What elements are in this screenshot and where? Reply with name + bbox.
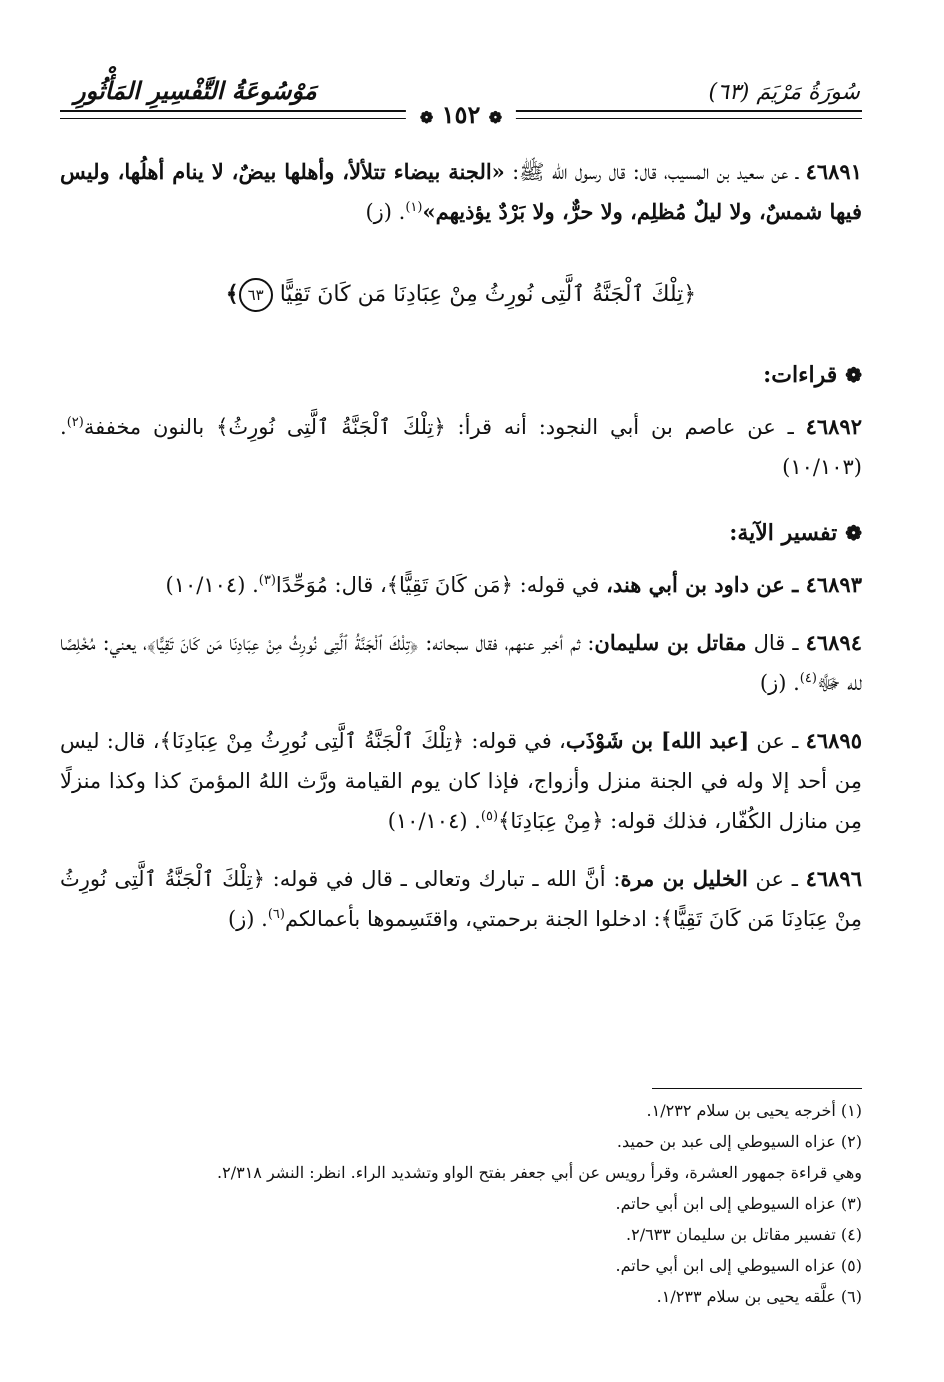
entry-text: في قوله: <box>512 573 607 597</box>
entry-text: : ثم أخبر عنهم، فقال سبحانه: <box>418 631 595 655</box>
quran-quote: ﴿تِلْكَ ٱلْجَنَّةُ ٱلَّتِى نُورِثُ مِنْ عِبَادِنَا﴾ <box>159 729 465 753</box>
entry-number: ٤٦٨٩٦ <box>805 866 862 891</box>
footnote-ref[interactable]: (٥) <box>480 809 499 824</box>
verse-block <box>60 274 862 315</box>
page-header <box>60 74 862 129</box>
entry-text: ، قال: ليس مِن أحد إلا وله في الجنة منزل وأزواج، فإذا كان يوم القيامة ورَّث اللهُ المؤمنَ كذا وكذا منزلًا مِن منازل الكُفّار، فذلك قوله: <box>60 729 862 833</box>
entry-source: . (١٠/١٠٤) <box>165 573 259 597</box>
entry-text: ـ عن <box>749 729 806 753</box>
entry-46891 <box>60 152 862 232</box>
entry-text: : أنَّ الله ـ تبارك وتعالى ـ قال في قوله: <box>264 867 621 891</box>
entry-text: ، في قوله: <box>464 729 566 753</box>
footnote-4: (٤) تفسير مقاتل بن سليمان ٢/٦٣٣. <box>626 1225 862 1244</box>
quran-quote: ﴿مَن كَانَ تَقِيًّا﴾ <box>386 573 513 597</box>
entry-text: ـ عن سعيد بن المسيب، قال: قال رسول الله ﷺ: <box>504 160 806 184</box>
quran-quote: ﴿تِلْكَ ٱلْجَنَّةُ ٱلَّتِى نُورِثُ مِنْ عِبَادِنَا مَن كَانَ تَقِيًّا﴾ <box>146 631 419 655</box>
quran-quote: ﴿تِلْكَ ٱلْجَنَّةُ ٱلَّتِى نُورِثُ﴾ <box>216 415 446 439</box>
flower-icon: ❁ <box>845 363 862 387</box>
ornament-icon: ❁ <box>488 108 503 127</box>
ayah-number-icon: ٦٣ <box>239 278 273 312</box>
surah-title: سُورَةُ مَرْيَمَ <box>756 80 860 105</box>
entry-source: . (١٠/١٠٣) <box>60 415 862 479</box>
entry-source: . (١٠/١٠٤) <box>387 809 481 833</box>
footnote-ref[interactable]: (٣) <box>258 573 276 588</box>
entry-text: ـ عن <box>747 867 806 891</box>
entry-46892 <box>60 407 862 487</box>
verse-text: ﴿تِلْكَ ٱلْجَنَّةُ ٱلَّتِى نُورِثُ مِنْ عِبَادِنَا مَن كَانَ تَقِيًّا <box>279 282 697 307</box>
entry-number: ٤٦٨٩٤ <box>805 630 862 655</box>
entry-46894 <box>60 623 862 703</box>
entry-46895 <box>60 721 862 841</box>
running-head-surah <box>709 80 860 105</box>
footnote-5: (٥) عزاه السيوطي إلى ابن أبي حاتم. <box>615 1256 862 1275</box>
page-number-box <box>406 100 516 129</box>
entry-46896 <box>60 859 862 939</box>
entry-text: ، قال: مُوَحِّدًا <box>275 573 387 597</box>
hadith-text: «الجنة بيضاء تتلألأ، وأهلها بيضٌ، لا ينام أهلُها، وليس فيها شمسٌ، ولا ليلٌ مُظلِم، ولا حرٌّ، ولا بَرْدٌ يؤذيهم» <box>60 159 862 224</box>
surah-verse: (٦٣) <box>708 80 750 105</box>
footnote-2-continuation: وهي قراءة جمهور العشرة، وقرأ رويس عن أبي جعفر بفتح الواو وتشديد الراء. انظر: النشر ٢/٣١٨. <box>217 1163 862 1182</box>
entry-source: . (ز) <box>227 907 268 931</box>
verse-close-bracket: ﴾ <box>225 281 239 307</box>
narrator-name: مقاتل بن سليمان <box>594 630 747 655</box>
book-page <box>60 74 862 1342</box>
footnote-ref[interactable]: (٦) <box>267 907 285 922</box>
section-heading-qiraat <box>60 355 862 395</box>
footnote-2: (٢) عزاه السيوطي إلى عبد بن حميد. <box>616 1132 862 1151</box>
section-title: قراءات: <box>763 362 838 388</box>
page-content <box>60 152 862 957</box>
entry-text: ـ عن عاصم بن أبي النجود: أنه قرأ: <box>445 415 806 439</box>
entry-source: . (ز) <box>759 671 800 695</box>
footnote-ref[interactable]: (١) <box>405 200 423 215</box>
ornament-icon: ❁ <box>419 108 434 127</box>
entry-text: : ادخلوا الجنة برحمتي، واقتَسِموها بأعمالكم <box>284 907 661 931</box>
narrator-name: [عبد الله] بن شَوْذَب <box>565 728 750 753</box>
page-number: ١٥٢ <box>441 100 481 129</box>
footnote-divider <box>652 1088 862 1089</box>
footnote-ref[interactable]: (٢) <box>66 415 84 430</box>
entry-number: ٤٦٨٩٣ <box>805 572 862 597</box>
entry-number: ٤٦٨٩٢ <box>805 414 862 439</box>
footnote-ref[interactable]: (٤) <box>799 671 817 686</box>
footnote-6: (٦) علَّقه يحيى بن سلام ١/٢٣٣. <box>656 1287 862 1306</box>
entry-number: ٤٦٨٩١ <box>805 159 862 184</box>
entry-text: ، يعني: مُخْلِصًا لله ﷻ <box>60 631 862 695</box>
entry-source: . (ز) <box>365 200 406 224</box>
flower-icon: ❁ <box>845 521 862 545</box>
footnotes <box>60 1088 862 1312</box>
running-head-book: مَوْسُوعَةُ التَّفْسِيرِ المَأْثُورِ <box>74 76 317 105</box>
quran-quote: ﴿مِنْ عِبَادِنَا﴾ <box>498 809 604 833</box>
section-title: تفسير الآية: <box>729 520 838 546</box>
narrator-name: ـ عن داود بن أبي هند، <box>606 572 806 597</box>
section-heading-tafsir <box>60 513 862 553</box>
footnote-3: (٣) عزاه السيوطي إلى ابن أبي حاتم. <box>615 1194 862 1213</box>
entry-text: ـ قال <box>746 631 806 655</box>
quran-quote: ﴿تِلْكَ ٱلْجَنَّةُ ٱلَّتِى نُورِثُ مِنْ عِبَادِنَا مَن كَانَ تَقِيًّا﴾ <box>60 867 862 931</box>
entry-46893 <box>60 565 862 605</box>
narrator-name: الخليل بن مرة <box>620 866 748 891</box>
entry-number: ٤٦٨٩٥ <box>805 728 862 753</box>
entry-text: بالنون مخففة <box>83 415 217 439</box>
footnote-1: (١) أخرجه يحيى بن سلام ١/٢٣٢. <box>646 1101 862 1120</box>
